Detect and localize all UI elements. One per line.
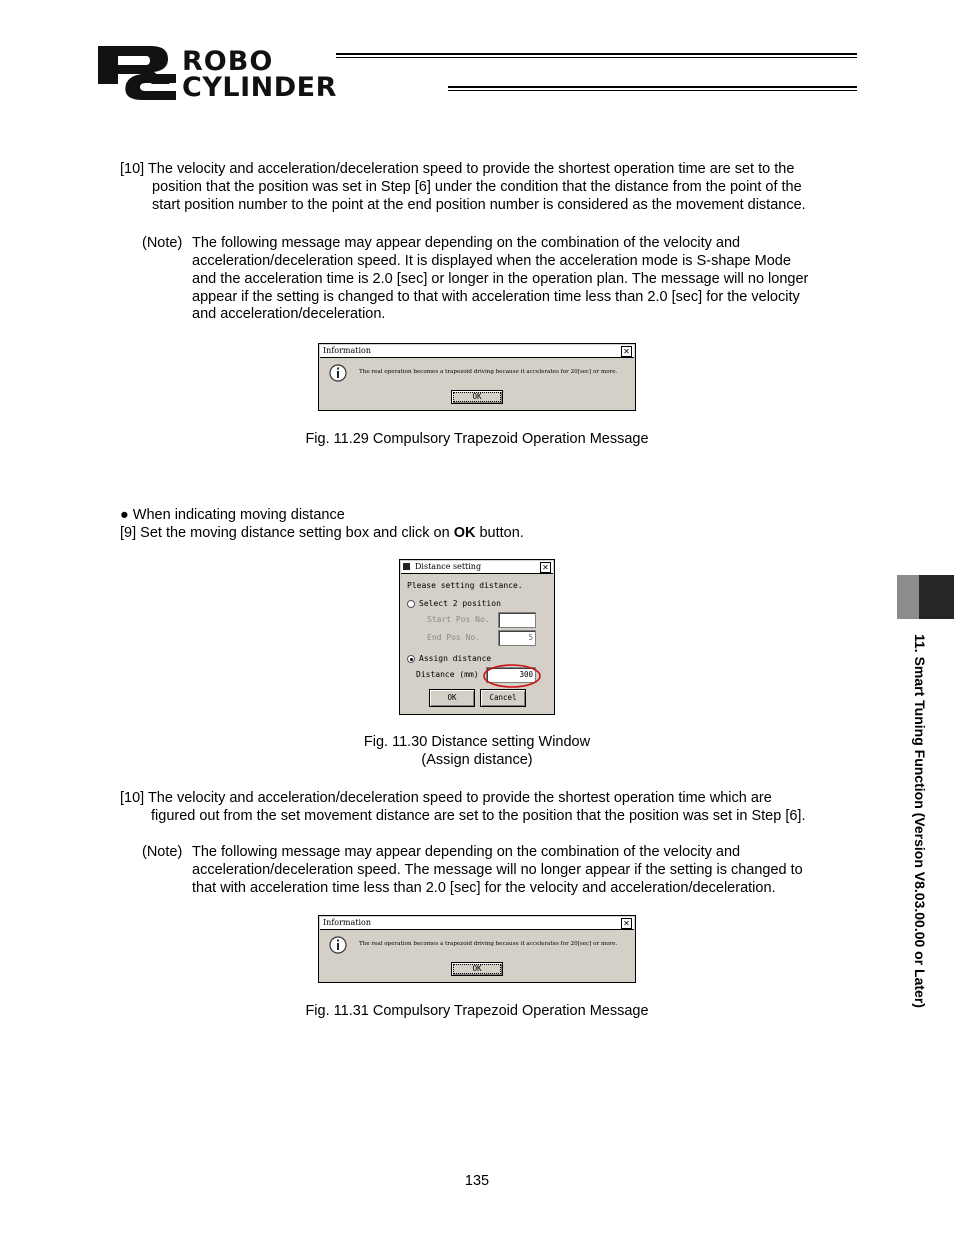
note-b-label: (Note) (142, 844, 183, 860)
side-tab-marker-dark (919, 575, 954, 619)
note-b-line1: The following message may appear depending on the combination of the velocity and (192, 844, 741, 860)
step10-a-line3: start position number to the point at the end position number is considered as the movement distance. (152, 197, 806, 213)
close-icon[interactable]: ✕ (621, 346, 632, 357)
dialog-title: Information (323, 918, 372, 927)
info-icon (328, 935, 348, 955)
brand-line2: CYLINDER (182, 72, 337, 102)
radio-assign-distance[interactable] (407, 655, 415, 663)
distance-input[interactable]: 300 (486, 667, 536, 683)
note-a-line3: and the acceleration time is 2.0 [sec] or longer in the operation plan. The message will no longer (192, 271, 809, 287)
ok-button[interactable]: OK (451, 962, 503, 976)
note-a-line4: appear if the setting is changed to that with acceleration time less than 2.0 [sec] for the velocity (192, 289, 800, 305)
end-pos-input[interactable]: 5 (498, 630, 536, 646)
step10-a-line2: position that the position was set in Step [6] under the condition that the distance from the point of the (152, 179, 802, 195)
figure-caption-11-29: Fig. 11.29 Compulsory Trapezoid Operation Message (305, 431, 649, 447)
cancel-button[interactable]: Cancel (480, 689, 526, 707)
option-select-2-position-label: Select 2 position (419, 599, 501, 608)
distance-label: Distance (mm) (416, 670, 479, 679)
information-dialog-2 (318, 915, 636, 983)
bullet-moving-distance: ● When indicating moving distance (120, 507, 345, 523)
step9-text-post: button. (475, 525, 524, 541)
header-rule-top (336, 53, 857, 55)
prompt-text: Please setting distance. (407, 581, 523, 590)
side-chapter-title: 11. Smart Tuning Function (Version V8.03.00.00 or Later) (912, 634, 928, 1008)
dialog-title: Information (323, 346, 372, 355)
start-pos-label: Start Pos No. (427, 615, 490, 624)
start-pos-input[interactable] (498, 612, 536, 628)
step10-a-line1: [10] The velocity and acceleration/deceleration speed to provide the shortest operation time are set to the (120, 161, 795, 177)
side-tab-marker-light (897, 575, 919, 619)
information-dialog-1 (318, 343, 636, 411)
note-b-line3: that with acceleration time less than 2.0 [sec] for the velocity and acceleration/deceleration. (192, 880, 776, 896)
dialog-titlebar (320, 917, 634, 930)
step10-b-line2: figured out from the set movement distance are set to the position that the position was set in Step [6]. (151, 808, 806, 824)
dialog-message: The real operation becomes a trapezoid driving because it accelerates for 20[sec] or more. (359, 369, 618, 375)
dialog-message: The real operation becomes a trapezoid driving because it accelerates for 20[sec] or more. (359, 941, 618, 947)
note-a-line5: and acceleration/deceleration. (192, 306, 386, 322)
dialog-titlebar (320, 345, 634, 358)
note-b-line2: acceleration/deceleration speed. The message will no longer appear if the setting is changed to (192, 862, 803, 878)
page-number: 135 (464, 1173, 490, 1189)
option-assign-distance-label: Assign distance (419, 654, 492, 663)
distance-setting-dialog (399, 559, 555, 715)
header-rule-bottom (448, 86, 857, 88)
brand-line1: ROBO (182, 46, 274, 77)
close-icon[interactable]: ✕ (540, 562, 551, 573)
highlight-circle (482, 663, 542, 689)
step9-text-pre: [9] Set the moving distance setting box and click on (120, 525, 454, 541)
dialog-title: Distance setting (415, 562, 482, 571)
end-pos-label: End Pos No. (427, 633, 480, 642)
step9-text-bold: OK (453, 525, 476, 541)
note-a-line2: acceleration/deceleration speed. It is displayed when the acceleration mode is S-shape Mode (192, 253, 791, 269)
dialog-titlebar (401, 561, 553, 574)
ok-button[interactable]: OK (451, 390, 503, 404)
radio-select-2-position[interactable] (407, 600, 415, 608)
header-rule-bottom2 (448, 90, 857, 91)
figure-caption-11-30: Fig. 11.30 Distance setting Window (363, 734, 591, 750)
step9-line (120, 524, 524, 542)
figure-caption-11-30-sub: (Assign distance) (421, 752, 533, 768)
info-icon (328, 363, 348, 383)
header-rule-top2 (336, 57, 857, 58)
close-icon[interactable]: ✕ (621, 918, 632, 929)
step10-b-line1: [10] The velocity and acceleration/deceleration speed to provide the shortest operation time which are (120, 790, 772, 806)
figure-caption-11-31: Fig. 11.31 Compulsory Trapezoid Operation Message (305, 1003, 649, 1019)
note-a-line1: The following message may appear depending on the combination of the velocity and (192, 235, 741, 251)
window-icon (403, 563, 410, 570)
note-a-label: (Note) (142, 235, 183, 251)
ok-button[interactable]: OK (429, 689, 475, 707)
